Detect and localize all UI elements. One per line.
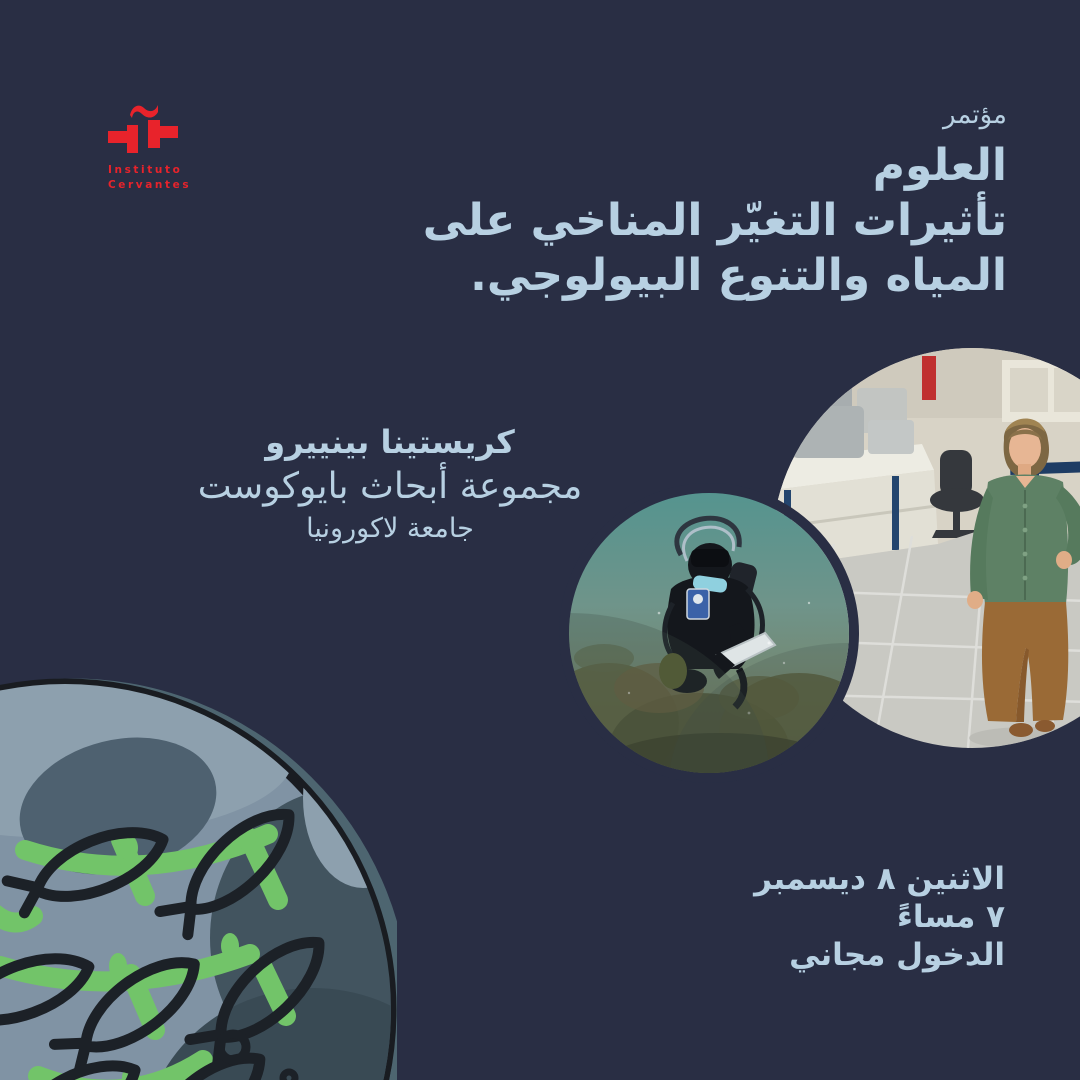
logo-line-2: Cervantes [108, 179, 192, 191]
event-info-block [754, 860, 1005, 974]
speaker-name: كريستينا بينييرو [265, 423, 515, 461]
heading-title: العلوم [872, 140, 1007, 191]
heading-kicker: مؤتمر [943, 100, 1007, 130]
heading-subtitle-line-2: المياه والتنوع البيولوجي. [470, 250, 1007, 301]
cervantes-enye-icon [108, 103, 178, 153]
conference-heading [423, 98, 1007, 303]
speaker-research-group: مجموعة أبحاث بايوكوست [197, 466, 583, 507]
event-time: ٧ مساءً [897, 899, 1005, 935]
speaker-university: جامعة لاكورونيا [306, 513, 474, 544]
speaker-block [190, 420, 590, 549]
event-admission: الدخول مجاني [789, 937, 1005, 973]
scuba-diver-photo [559, 483, 859, 783]
logo-line-1: Instituto [108, 164, 183, 176]
heading-subtitle-line-1: تأثيرات التغيّر المناخي على [422, 195, 1007, 246]
instituto-cervantes-logo [108, 103, 228, 193]
fish-school-illustration [0, 678, 397, 1080]
event-date: الاثنين ٨ ديسمبر [754, 861, 1005, 897]
